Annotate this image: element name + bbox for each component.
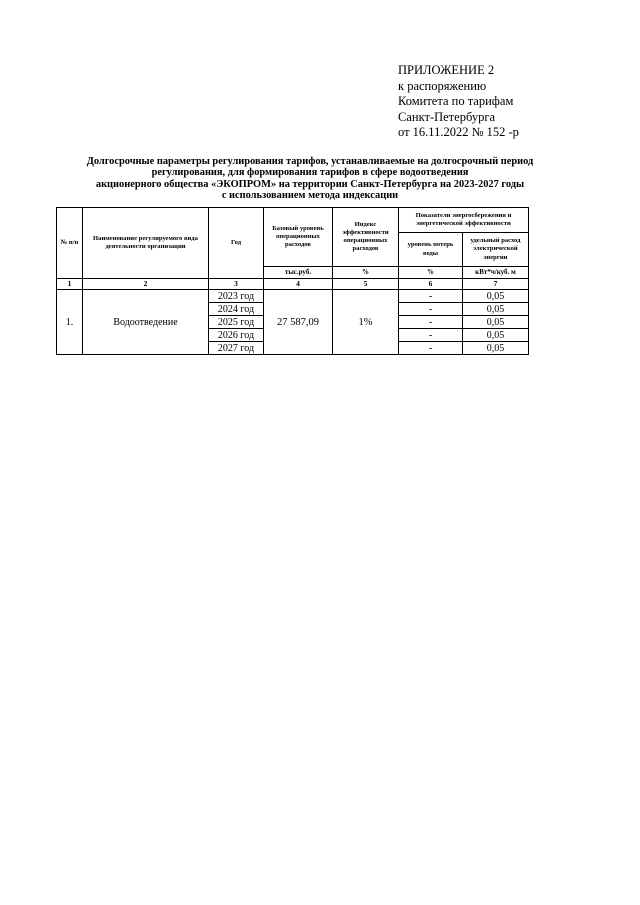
column-number: 4 — [264, 279, 333, 290]
header-num: № п/п — [57, 208, 83, 279]
row-water-losses: - — [399, 342, 463, 355]
unit-index: % — [333, 267, 399, 279]
row-num: 1. — [57, 290, 83, 355]
appendix-line: Санкт-Петербурга — [398, 109, 496, 124]
unit-losses: % — [399, 267, 463, 279]
column-number: 1 — [57, 279, 83, 290]
appendix-title: ПРИЛОЖЕНИЕ 2 — [398, 63, 495, 77]
row-water-losses: - — [399, 303, 463, 316]
row-activity: Водоотведение — [83, 290, 209, 355]
title-line: регулирования, для формирования тарифов в сфере водоотведения — [151, 167, 469, 179]
row-year: 2026 год — [209, 329, 264, 342]
header-efficiency-index: Индекс эффективности операционных расходов — [333, 208, 399, 267]
header-water-losses: уровень потерь воды — [399, 233, 463, 267]
unit-base: тыс.руб. — [264, 267, 333, 279]
column-number: 7 — [463, 279, 529, 290]
column-number: 2 — [83, 279, 209, 290]
appendix-block — [398, 63, 519, 141]
row-year: 2023 год — [209, 290, 264, 303]
parameters-table — [56, 207, 529, 355]
table-row — [57, 290, 529, 303]
column-number: 5 — [333, 279, 399, 290]
row-efficiency-index: 1% — [333, 290, 399, 355]
row-energy-consumption: 0,05 — [463, 329, 529, 342]
row-energy-consumption: 0,05 — [463, 290, 529, 303]
title-line: с использованием метода индексации — [221, 190, 399, 202]
row-water-losses: - — [399, 316, 463, 329]
header-year: Год — [209, 208, 264, 279]
row-year: 2025 год — [209, 316, 264, 329]
unit-consumption: кВт*ч/куб. м — [463, 267, 529, 279]
appendix-date-number: от 16.11.2022 № 152 -р — [398, 125, 519, 140]
row-base-level: 27 587,09 — [264, 290, 333, 355]
row-year: 2027 год — [209, 342, 264, 355]
column-number: 6 — [399, 279, 463, 290]
row-energy-consumption: 0,05 — [463, 303, 529, 316]
document-title — [60, 156, 560, 202]
title-line: акционерного общества «ЭКОПРОМ» на территории Санкт-Петербурга на 2023-2027 годы — [95, 178, 525, 190]
header-base-level: Базовый уровень операционных расходов — [264, 208, 333, 267]
title-line: Долгосрочные параметры регулирования тарифов, устанавливаемые на долгосрочный период — [86, 156, 534, 167]
appendix-line: к распоряжению — [398, 78, 487, 93]
header-activity: Наименование регулируемого вида деятельности организации — [83, 208, 209, 279]
header-row — [57, 208, 529, 233]
row-energy-consumption: 0,05 — [463, 316, 529, 329]
row-year: 2024 год — [209, 303, 264, 316]
column-number: 3 — [209, 279, 264, 290]
row-water-losses: - — [399, 290, 463, 303]
column-numbers-row — [57, 279, 529, 290]
header-energy-consumption: удельный расход электрической энергии — [463, 233, 529, 267]
header-energy-group: Показатели энергосбережения и энергетической эффективности — [399, 208, 529, 233]
row-energy-consumption: 0,05 — [463, 342, 529, 355]
row-water-losses: - — [399, 329, 463, 342]
appendix-line: Комитета по тарифам — [398, 94, 514, 109]
